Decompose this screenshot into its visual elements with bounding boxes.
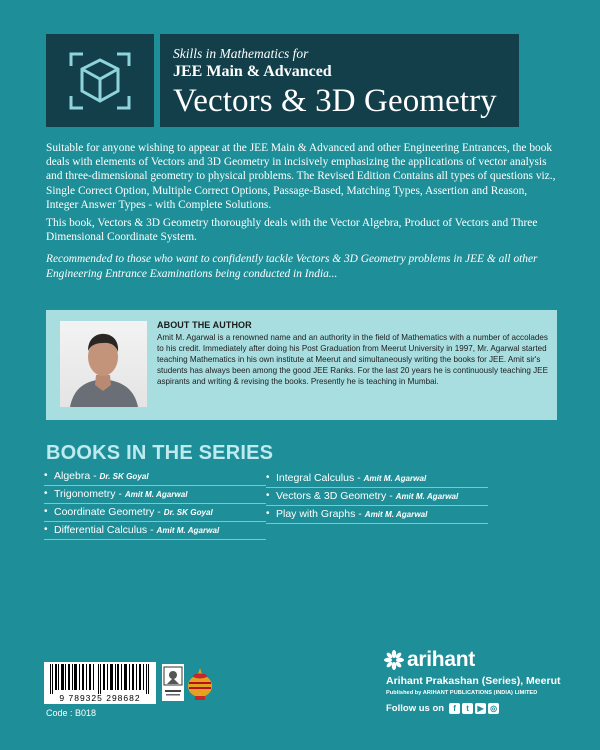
follow-us: [386, 703, 499, 714]
author-heading: ABOUT THE AUTHOR: [157, 320, 252, 330]
publisher-wordmark: arihant: [407, 648, 475, 671]
follow-label: Follow us on: [386, 703, 445, 714]
list-item: • Vectors & 3D Geometry - Amit M. Agarwal: [266, 488, 488, 506]
publisher-name: Arihant Prakashan (Series), Meerut: [386, 675, 561, 687]
barcode-number: 9 789325 298682: [59, 693, 141, 703]
series-list-left: [44, 468, 266, 540]
list-item: • Coordinate Geometry - Dr. SK Goyal: [44, 504, 266, 522]
list-item: • Integral Calculus - Amit M. Agarwal: [266, 470, 488, 488]
list-item: • Play with Graphs - Amit M. Agarwal: [266, 506, 488, 524]
flower-icon: [384, 650, 404, 670]
description-paragraph-2: This book, Vectors & 3D Geometry thoroughly deals with the Vector Algebra, Product of Vectors and Three Dimensional Coordinate System.: [46, 217, 538, 244]
header-title-box: [160, 34, 519, 127]
instagram-icon[interactable]: ◎: [488, 703, 499, 714]
publisher-logo: [384, 648, 475, 672]
certification-logo: [162, 664, 184, 701]
book-code: Code : B018: [46, 708, 97, 718]
twitter-icon[interactable]: t: [462, 703, 473, 714]
list-item: • Differential Calculus - Amit M. Agarwal: [44, 522, 266, 540]
list-item: • Trigonometry - Amit M. Agarwal: [44, 486, 266, 504]
book-title: Vectors & 3D Geometry: [173, 83, 497, 119]
series-list-right: [266, 470, 488, 524]
description: [46, 141, 558, 285]
facebook-icon[interactable]: f: [449, 703, 460, 714]
youtube-icon[interactable]: ▶: [475, 703, 486, 714]
series-heading: BOOKS IN THE SERIES: [46, 442, 274, 464]
description-paragraph-1: Suitable for anyone wishing to appear at the JEE Main & Advanced and other Engineering Entrances, the book deals with elements of Vectors and 3D Geometry in incisively emphasizing the applications of vector analysis and three-dimensional geometry to physical problems. The Revised Edition Contains all types of questions viz., Single Correct Option, Multiple Correct Options, Passage-Based, Matching Types, Assertion and Reason, Integer Answer Types - with Complete Solutions.: [46, 142, 556, 211]
header-icon-box: [46, 34, 154, 127]
emblem-logo: [186, 666, 214, 702]
author-bio: Amit M. Agarwal is a renowned name and an authority in the field of Mathematics with a number of accolades to his credit. Immediately after doing his Post Graduation from Meerut University in 1997, Mr. Agarwal started teaching Mathematics in his own institute at Meerut and simultaneously writing the books for JEE. Amit sir's students has always been among the good JEE Ranks. For the last 20 years he is continuously teaching JEE aspirants and writing & revising the books. Presently he is teaching in Mumbai.: [157, 333, 548, 387]
published-by: Published by ARIHANT PUBLICATIONS (INDIA) LIMITED: [386, 690, 538, 696]
cube-icon: [67, 50, 133, 112]
exam-line: JEE Main & Advanced: [173, 63, 332, 80]
author-panel: [46, 310, 557, 420]
author-photo: [60, 321, 147, 407]
barcode: [44, 662, 156, 704]
series-line: Skills in Mathematics for: [173, 46, 309, 61]
list-item: • Algebra - Dr. SK Goyal: [44, 468, 266, 486]
recommendation: Recommended to those who want to confidently tackle Vectors & 3D Geometry problems in JEE & all other Engineering Entrance Examinations being conducted in India...: [46, 253, 538, 280]
